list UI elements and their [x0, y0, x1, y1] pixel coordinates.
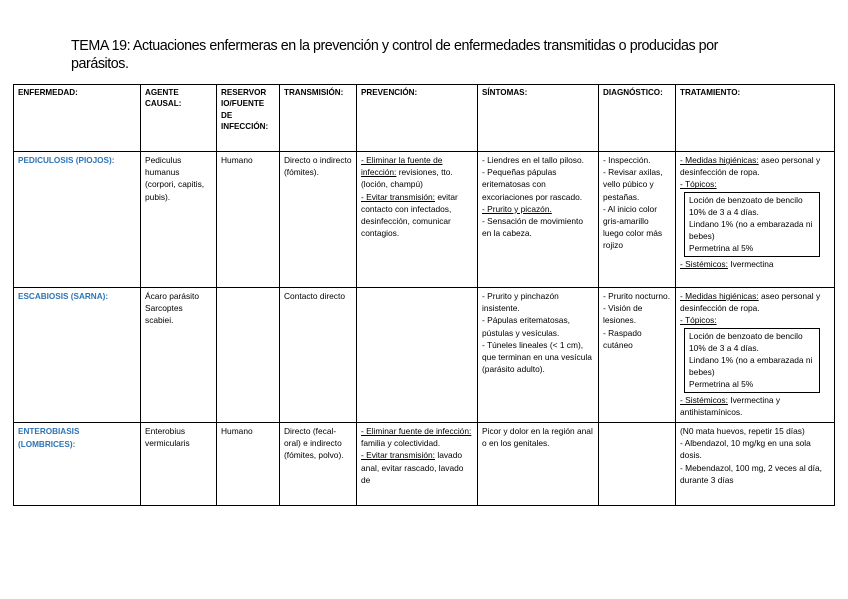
treatment-label: - Sistémicos:: [680, 258, 728, 269]
prevention-label: - Evitar transmisión:: [361, 191, 435, 202]
transmission-cell: Directo o indirecto (fómites).: [280, 152, 357, 288]
symptom-item: - Prurito y pinchazón insistente.: [482, 291, 559, 314]
reservoir-cell: Humano: [217, 152, 280, 288]
header-prevencion: PREVENCIÓN:: [357, 85, 478, 152]
treatment-cell: [676, 423, 835, 506]
treatment-label: - Medidas higiénicas:: [680, 155, 759, 165]
table-row: [14, 423, 835, 506]
diagnosis-item: - Revisar axilas, vello púbico y pestañas.: [603, 167, 663, 202]
diagnosis-cell: [599, 423, 676, 506]
disease-cell: [14, 288, 141, 423]
prevention-cell: [357, 288, 478, 423]
treatment-label: - Tópicos:: [680, 315, 717, 326]
topical-option: Permetrina al 5%: [689, 379, 754, 390]
symptoms-cell: [478, 152, 599, 288]
agent-cell: Pediculus humanus (corpori, capitis, pubis).: [141, 152, 217, 288]
reservoir-cell: Humano: [217, 423, 280, 506]
diagnosis-cell: [599, 288, 676, 423]
diagnosis-cell: [599, 152, 676, 288]
treatment-item: - Mebendazol, 100 mg, 2 veces al día, durante 3 días: [680, 462, 822, 485]
treatment-cell: [676, 288, 835, 423]
disease-name: PEDICULOSIS (PIOJOS):: [18, 156, 115, 165]
header-agente: AGENTE CAUSAL:: [141, 85, 217, 152]
diagnosis-item: - Raspado cutáneo: [603, 327, 642, 350]
treatment-text: Ivermectina y antihistamínicos.: [680, 394, 781, 417]
symptoms-cell: [478, 288, 599, 423]
topical-options-box: [684, 328, 820, 393]
disease-cell: [14, 152, 141, 288]
table-row: [14, 288, 835, 423]
symptoms-cell: [478, 423, 599, 506]
symptom-item: - Prurito y picazón.: [482, 203, 552, 214]
agent-cell: Ácaro parásito Sarcoptes scabiei.: [141, 288, 217, 423]
symptom-item: - Sensación de movimiento en la cabeza.: [482, 216, 584, 239]
header-enfermedad: ENFERMEDAD:: [14, 85, 141, 152]
diagnosis-item: - Prurito nocturno.: [603, 291, 671, 301]
prevention-text: revisiones, tto. (loción, champú): [361, 167, 453, 190]
prevention-label: - Evitar transmisión:: [361, 450, 435, 461]
header-transmision: TRANSMISIÓN:: [280, 85, 357, 152]
disease-name: ENTEROBIASIS (LOMBRICES):: [18, 427, 80, 450]
treatment-text: aseo personal y desinfección de ropa.: [680, 291, 821, 314]
header-reservorio: RESERVOR IO/FUENTE DE INFECCIÓN:: [217, 85, 280, 152]
diagnosis-item: - Visión de lesiones.: [603, 303, 643, 326]
treatment-item: - Albendazol, 10 mg/kg en una sola dosis.: [680, 438, 811, 461]
reservoir-cell: [217, 288, 280, 423]
treatment-label: - Tópicos:: [680, 179, 717, 190]
treatment-item: (N0 mata huevos, repetir 15 días): [680, 426, 805, 436]
agent-cell: Enterobius vermicularis: [141, 423, 217, 506]
disease-cell: [14, 423, 141, 506]
prevention-label: - Eliminar fuente de infección:: [361, 426, 472, 436]
transmission-cell: Contacto directo: [280, 288, 357, 423]
header-diagnostico: DIAGNÓSTICO:: [599, 85, 676, 152]
prevention-cell: [357, 423, 478, 506]
parasite-diseases-table: [13, 84, 835, 506]
diagnosis-item: - Inspección.: [603, 155, 651, 165]
symptom-item: Picor y dolor en la región anal o en los genitales.: [482, 426, 593, 449]
diagnosis-item: - Al inicio color gris-amarillo luego color más rojizo: [603, 203, 663, 251]
prevention-text: evitar contacto con infectados, desinfección, comunicar contagios.: [361, 191, 458, 239]
symptom-item: - Liendres en el tallo piloso.: [482, 155, 584, 165]
table-row: [14, 152, 835, 288]
treatment-label: - Medidas higiénicas:: [680, 291, 759, 301]
symptom-item: - Pápulas eritematosas, pústulas y vesículas.: [482, 315, 570, 338]
disease-name: ESCABIOSIS (SARNA):: [18, 292, 109, 301]
topical-option: Loción de benzoato de bencilo 10% de 3 a 4 días.: [689, 330, 803, 353]
transmission-cell: Directo (fecal-oral) e indirecto (fómites, polvo).: [280, 423, 357, 506]
prevention-cell: [357, 152, 478, 288]
prevention-text: lavado anal, evitar rascado, lavado de: [361, 450, 464, 485]
prevention-text: familia y colectividad.: [361, 438, 441, 449]
header-sintomas: SÍNTOMAS:: [478, 85, 599, 152]
prevention-label: - Eliminar la fuente de infección:: [361, 155, 443, 178]
topical-options-box: [684, 192, 820, 257]
table-header-row: [14, 85, 835, 152]
symptom-item: - Pequeñas pápulas eritematosas con excoriaciones por rascado.: [482, 167, 583, 202]
topical-option: Permetrina al 5%: [689, 243, 754, 254]
header-tratamiento: TRATAMIENTO:: [676, 85, 835, 152]
treatment-text: aseo personal y desinfección de ropa.: [680, 155, 821, 178]
topical-option: Lindano 1% (no a embarazada ni bebes): [689, 219, 813, 242]
topical-option: Lindano 1% (no a embarazada ni bebes): [689, 355, 813, 378]
symptom-item: - Túneles lineales (< 1 cm), que terminan en una vesícula (parásito adulto).: [482, 339, 592, 375]
treatment-cell: [676, 152, 835, 288]
page-title: TEMA 19: Actuaciones enfermeras en la prevención y control de enfermedades transmitidas o producidas por parásitos.: [71, 38, 718, 72]
treatment-text: Ivermectina: [727, 258, 774, 269]
topical-option: Loción de benzoato de bencilo 10% de 3 a 4 días.: [689, 194, 803, 217]
treatment-label: - Sistémicos:: [680, 394, 728, 405]
